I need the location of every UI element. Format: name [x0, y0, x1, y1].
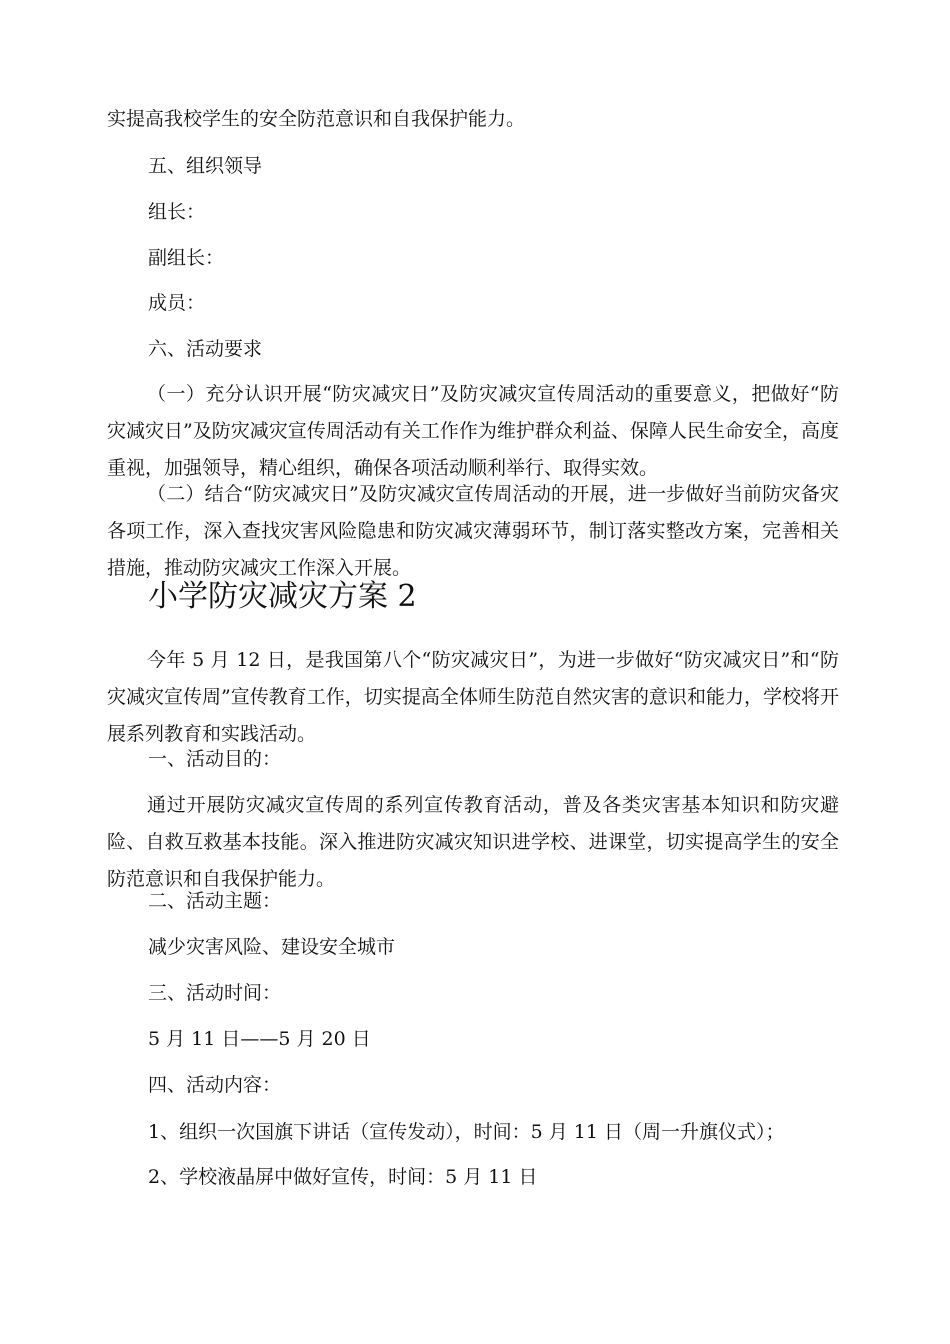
top-paragraph-line: 实提高我校学生的安全防范意识和自我保护能力。 — [107, 108, 526, 130]
members-label: 成员： — [148, 292, 206, 314]
plan-2-heading: 小学防灾减灾方案 2 — [148, 579, 417, 614]
time-title: 三、活动时间： — [148, 982, 282, 1004]
section-5-title: 五、组织领导 — [148, 155, 263, 177]
content-title: 四、活动内容： — [148, 1074, 282, 1096]
content-item-1: 1、组织一次国旗下讲话（宣传发动），时间：5 月 11 日（周一升旗仪式）； — [148, 1121, 785, 1143]
goal-paragraph: 通过开展防灾减灾宣传周的系列宣传教育活动，普及各类灾害基本知识和防灾避险、自救互救基本技能。深入推进防灾减灾知识进学校、进课堂，切实提高学生的安全防范意识和自我保护能力。 — [107, 794, 839, 890]
theme-title: 二、活动主题： — [148, 890, 282, 912]
requirement-2-paragraph: （二）结合“防灾减灾日”及防灾减灾宣传周活动的开展，进一步做好当前防灾备灾各项工作，深入查找灾害风险隐患和防灾减灾薄弱环节，制订落实整改方案，完善相关措施，推动防灾减灾工作深入开展。 — [107, 483, 839, 579]
requirement-1-paragraph: （一）充分认识开展“防灾减灾日”及防灾减灾宣传周活动的重要意义，把做好“防灾减灾日”及防灾减灾宣传周活动有关工作作为维护群众利益、保障人民生命安全，高度重视，加强领导，精心组织，确保各项活动顺利举行、取得实效。 — [107, 383, 839, 479]
goal-title: 一、活动目的： — [148, 748, 282, 770]
time-text: 5 月 11 日——5 月 20 日 — [148, 1028, 371, 1050]
deputy-leader-label: 副组长： — [148, 247, 225, 269]
content-item-2: 2、学校液晶屏中做好宣传，时间：5 月 11 日 — [148, 1166, 538, 1188]
theme-text: 减少灾害风险、建设安全城市 — [148, 936, 396, 958]
leader-label: 组长： — [148, 201, 206, 223]
intro-paragraph: 今年 5 月 12 日，是我国第八个“防灾减灾日”，为进一步做好“防灾减灾日”和“防灾减灾宣传周”宣传教育工作，切实提高全体师生防范自然灾害的意识和能力，学校将开展系列教育和实践活动。 — [107, 649, 839, 745]
section-6-title: 六、活动要求 — [148, 338, 263, 360]
